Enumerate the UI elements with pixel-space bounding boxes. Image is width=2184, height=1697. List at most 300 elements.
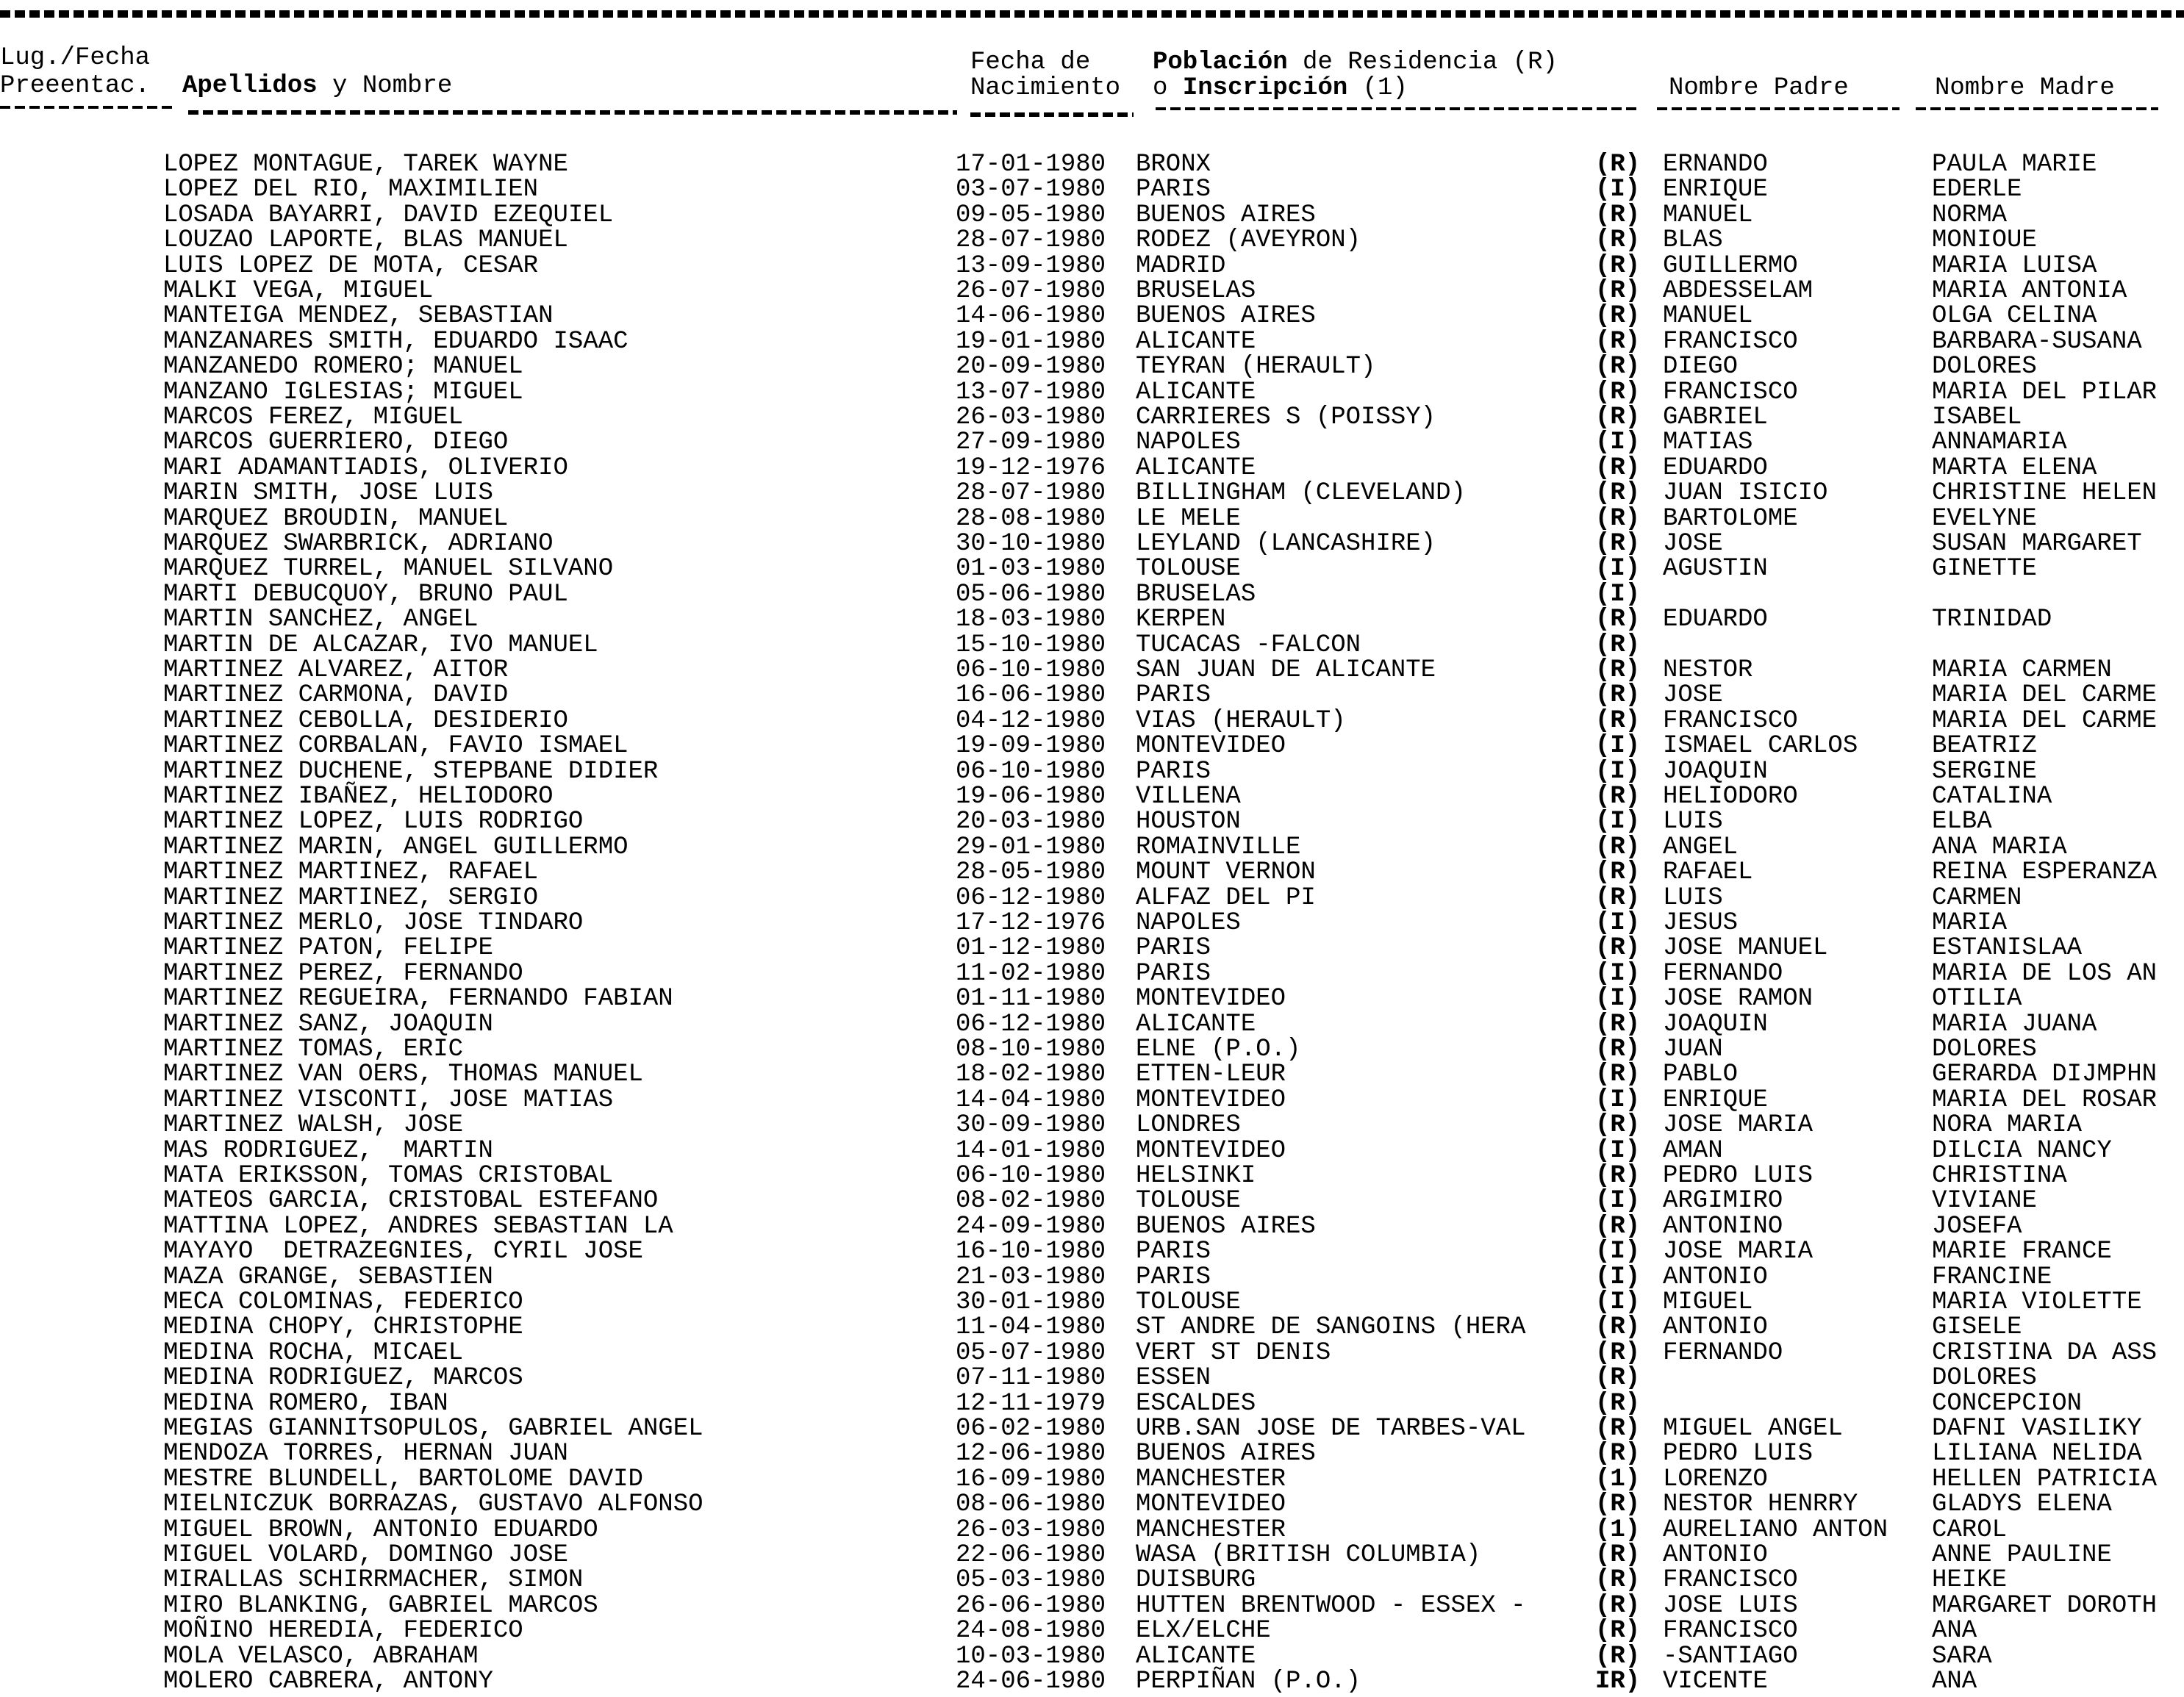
cell-name: LOPEZ MONTAGUE, TAREK WAYNE [163, 151, 568, 179]
cell-madre: CAROL [1932, 1515, 2008, 1544]
cell-date: 08-02-1980 [956, 1187, 1106, 1216]
cell-padre: VICENTE [1663, 1668, 1768, 1696]
cell-padre: MIGUEL ANGEL [1663, 1415, 1843, 1443]
cell-padre: JOSE LUIS [1663, 1591, 1798, 1620]
cell-date: 19-12-1976 [956, 453, 1106, 482]
cell-date: 17-12-1976 [956, 909, 1106, 937]
cell-padre: EDUARDO [1663, 606, 1768, 634]
cell-date: 06-12-1980 [956, 883, 1106, 912]
cell-name: MIRALLAS SCHIRRMACHER, SIMON [163, 1566, 584, 1595]
cell-place: NAPOLES [1136, 428, 1241, 457]
cell-madre: LILIANA NELIDA [1932, 1440, 2142, 1468]
cell-madre: SARA [1932, 1642, 1992, 1671]
cell-padre: BLAS [1663, 226, 1723, 255]
cell-place: ALICANTE [1136, 1642, 1256, 1671]
cell-madre: ELBA [1932, 808, 1992, 836]
cell-name: MEGIAS GIANNITSOPULOS, GABRIEL ANGEL [163, 1415, 703, 1443]
cell-padre: JOSE MANUEL [1663, 934, 1828, 963]
cell-madre: EVELYNE [1932, 504, 2037, 533]
cell-name: LOPEZ DEL RIO, MAXIMILIEN [163, 176, 539, 204]
cell-padre: FRANCISCO [1663, 706, 1798, 735]
cell-type: (I) [1595, 732, 1641, 761]
cell-date: 24-08-1980 [956, 1617, 1106, 1646]
cell-place: BILLINGHAM (CLEVELAND) [1136, 479, 1466, 508]
cell-madre: MARIA ANTONIA [1932, 277, 2127, 305]
cell-place: MONTEVIDEO [1136, 1086, 1286, 1114]
cell-name: MOLA VELASCO, ABRAHAM [163, 1642, 479, 1671]
cell-name: MARTINEZ VAN OERS, THOMAS MANUEL [163, 1061, 643, 1089]
cell-date: 14-01-1980 [956, 1136, 1106, 1165]
table-row [0, 633, 2184, 658]
header-inscripcion [1153, 76, 1408, 101]
cell-padre: JOSE RAMON [1663, 985, 1814, 1013]
cell-madre: NORMA [1932, 201, 2008, 229]
header-underline-6 [1916, 107, 2158, 110]
cell-place: MONTEVIDEO [1136, 985, 1286, 1013]
table-row [0, 1037, 2184, 1062]
cell-madre: MARIA DEL PILAR [1932, 378, 2158, 406]
cell-place: CARRIERES S (POISSY) [1136, 403, 1436, 431]
cell-date: 12-06-1980 [956, 1440, 1106, 1468]
cell-place: NAPOLES [1136, 909, 1241, 937]
cell-name: MARTI DEBUCQUOY, BRUNO PAUL [163, 580, 568, 609]
cell-padre: JOSE MARIA [1663, 1238, 1814, 1266]
table-row [0, 329, 2184, 354]
table-row [0, 1338, 2184, 1367]
cell-padre: FRANCISCO [1663, 1617, 1798, 1646]
cell-name: MEDINA ROCHA, MICAEL [163, 1338, 464, 1367]
cell-date: 26-03-1980 [956, 1515, 1106, 1544]
cell-padre: LUIS [1663, 883, 1723, 912]
cell-padre: JOAQUIN [1663, 757, 1768, 786]
header-underline-2 [188, 110, 957, 115]
table-row [0, 304, 2184, 329]
cell-name: MEDINA CHOPY, CHRISTOPHE [163, 1313, 523, 1342]
table-row [0, 1515, 2184, 1544]
cell-name: MIGUEL VOLARD, DOMINGO JOSE [163, 1541, 568, 1569]
cell-type: (R) [1595, 1111, 1641, 1140]
cell-padre: LORENZO [1663, 1465, 1768, 1493]
cell-madre: MARIA DEL CARME [1932, 681, 2158, 710]
cell-type: (R) [1595, 706, 1641, 735]
cell-name: MENDOZA TORRES, HERNAN JUAN [163, 1440, 568, 1468]
cell-date: 05-03-1980 [956, 1566, 1106, 1595]
cell-date: 19-01-1980 [956, 327, 1106, 356]
cell-date: 19-09-1980 [956, 732, 1106, 761]
table-row [0, 1391, 2184, 1416]
cell-padre: JOSE MARIA [1663, 1111, 1814, 1140]
header-nombre-madre: Nombre Madre [1935, 74, 2115, 102]
cell-date: 26-06-1980 [956, 1591, 1106, 1620]
cell-padre: JUAN [1663, 1036, 1723, 1063]
cell-type: (I) [1595, 1187, 1641, 1216]
table-row [0, 658, 2184, 683]
cell-madre: MARIA DEL ROSAR [1932, 1086, 2158, 1114]
cell-place: LONDRES [1136, 1111, 1241, 1140]
table-row [0, 582, 2184, 607]
cell-date: 27-09-1980 [956, 428, 1106, 457]
cell-madre: HEIKE [1932, 1566, 2008, 1595]
cell-madre: FRANCINE [1932, 1263, 2052, 1291]
cell-place: VERT ST DENIS [1136, 1338, 1331, 1367]
cell-place: ALICANTE [1136, 327, 1256, 356]
cell-padre: ANGEL [1663, 833, 1739, 861]
cell-date: 18-02-1980 [956, 1061, 1106, 1089]
cell-madre: CONCEPCION [1932, 1389, 2083, 1418]
cell-name: MARTINEZ PEREZ, FERNANDO [163, 959, 523, 988]
cell-type: (R) [1595, 1061, 1641, 1089]
cell-place: PARIS [1136, 959, 1211, 988]
cell-date: 06-10-1980 [956, 656, 1106, 684]
cell-padre: AURELIANO ANTON [1663, 1515, 1888, 1544]
cell-padre: ANTONIO [1663, 1263, 1768, 1291]
cell-date: 13-09-1980 [956, 251, 1106, 280]
cell-padre: AMAN [1663, 1136, 1723, 1165]
table-row [0, 555, 2184, 584]
cell-date: 26-03-1980 [956, 403, 1106, 431]
cell-padre: GUILLERMO [1663, 251, 1798, 280]
top-rule [0, 10, 2184, 18]
header-o: o [1153, 74, 1183, 102]
header-poblacion [1153, 50, 1558, 75]
cell-place: MOUNT VERNON [1136, 858, 1316, 887]
cell-madre: MONIOUE [1932, 226, 2037, 255]
cell-date: 28-08-1980 [956, 504, 1106, 533]
cell-madre: MARIA CARMEN [1932, 656, 2112, 684]
cell-type: (I) [1595, 985, 1641, 1013]
cell-place: URB.SAN JOSE DE TARBES-VAL [1136, 1415, 1526, 1443]
header-inscripcion-bold: Inscripción [1182, 74, 1348, 102]
header-underline-5 [1657, 107, 1900, 110]
cell-madre: SERGINE [1932, 757, 2037, 786]
cell-madre: SUSAN MARGARET [1932, 530, 2142, 558]
table-row [0, 354, 2184, 379]
cell-name: MARTINEZ CORBALAN, FAVIO ISMAEL [163, 732, 629, 761]
cell-padre: PABLO [1663, 1061, 1739, 1089]
cell-name: MAYAYO DETRAZEGNIES, CYRIL JOSE [163, 1238, 643, 1266]
cell-place: MANCHESTER [1136, 1515, 1286, 1544]
cell-type: (R) [1595, 277, 1641, 305]
cell-madre: OLGA CELINA [1932, 302, 2097, 331]
cell-date: 28-05-1980 [956, 858, 1106, 887]
cell-type: (R) [1595, 1313, 1641, 1342]
cell-type: (I) [1595, 1086, 1641, 1114]
cell-name: MARTIN DE ALCAZAR, IVO MANUEL [163, 631, 598, 659]
cell-date: 06-10-1980 [956, 757, 1106, 786]
cell-name: MARTINEZ REGUEIRA, FERNANDO FABIAN [163, 985, 673, 1013]
cell-madre: MARIA LUISA [1932, 251, 2097, 280]
cell-date: 01-11-1980 [956, 985, 1106, 1013]
cell-madre: ANA [1932, 1617, 1977, 1646]
cell-type: (R) [1595, 302, 1641, 331]
cell-date: 24-09-1980 [956, 1212, 1106, 1241]
cell-type: (1) [1595, 1515, 1641, 1544]
cell-madre: ANA [1932, 1668, 1977, 1696]
cell-name: MIGUEL BROWN, ANTONIO EDUARDO [163, 1515, 598, 1544]
cell-type: (R) [1595, 353, 1641, 381]
cell-madre: MARIE FRANCE [1932, 1238, 2112, 1266]
header-underline-4 [1156, 107, 1638, 110]
cell-date: 22-06-1980 [956, 1541, 1106, 1569]
cell-type: (R) [1595, 1036, 1641, 1063]
cell-madre: DOLORES [1932, 1364, 2037, 1393]
cell-name: MARTINEZ ALVAREZ, AITOR [163, 656, 509, 684]
cell-date: 08-10-1980 [956, 1036, 1106, 1063]
cell-padre: ABDESSELAM [1663, 277, 1814, 305]
cell-date: 24-06-1980 [956, 1668, 1106, 1696]
cell-padre: NESTOR [1663, 656, 1753, 684]
cell-name: MESTRE BLUNDELL, BARTOLOME DAVID [163, 1465, 643, 1493]
cell-type: (R) [1595, 226, 1641, 255]
cell-padre: JESUS [1663, 909, 1739, 937]
cell-madre: GINETTE [1932, 555, 2037, 584]
table-row [0, 1416, 2184, 1441]
table-row [0, 1062, 2184, 1087]
cell-type: (I) [1595, 176, 1641, 204]
header-nombre-padre: Nombre Padre [1669, 74, 1849, 102]
table-row [0, 251, 2184, 280]
cell-type: (R) [1595, 251, 1641, 280]
cell-type: (R) [1595, 681, 1641, 710]
table-row [0, 883, 2184, 912]
cell-place: MADRID [1136, 251, 1226, 280]
cell-place: PARIS [1136, 934, 1211, 963]
cell-type: (R) [1595, 883, 1641, 912]
cell-place: VILLENA [1136, 783, 1241, 811]
cell-name: MARTINEZ MARIN, ANGEL GUILLERMO [163, 833, 629, 861]
cell-madre: MARIA JUANA [1932, 1010, 2097, 1038]
cell-type: (R) [1595, 1440, 1641, 1468]
cell-date: 07-11-1980 [956, 1364, 1106, 1393]
cell-name: MOLERO CABRERA, ANTONY [163, 1668, 493, 1696]
cell-name: MANZANO IGLESIAS; MIGUEL [163, 378, 523, 406]
cell-type: (R) [1595, 378, 1641, 406]
cell-date: 16-06-1980 [956, 681, 1106, 710]
cell-madre: GLADYS ELENA [1932, 1490, 2112, 1519]
cell-padre: PEDRO LUIS [1663, 1162, 1814, 1190]
cell-type: (I) [1595, 1288, 1641, 1316]
cell-place: BRUSELAS [1136, 580, 1256, 609]
cell-padre: ENRIQUE [1663, 1086, 1768, 1114]
cell-place: ALFAZ DEL PI [1136, 883, 1316, 912]
table-row [0, 708, 2184, 733]
cell-type: (R) [1595, 479, 1641, 508]
cell-place: BUENOS AIRES [1136, 1440, 1316, 1468]
cell-padre: ISMAEL CARLOS [1663, 732, 1858, 761]
cell-place: BUENOS AIRES [1136, 1212, 1316, 1241]
cell-name: MARTINEZ DUCHENE, STEPBANE DIDIER [163, 757, 659, 786]
cell-place: TOLOUSE [1136, 1288, 1241, 1316]
cell-madre: VIVIANE [1932, 1187, 2037, 1216]
cell-place: ST ANDRE DE SANGOINS (HERA [1136, 1313, 1526, 1342]
table-row [0, 1290, 2184, 1315]
cell-type: (R) [1595, 530, 1641, 558]
cell-date: 19-06-1980 [956, 783, 1106, 811]
table-row [0, 936, 2184, 961]
table-row [0, 1492, 2184, 1517]
cell-type: (R) [1595, 453, 1641, 482]
header-nombre: y Nombre [317, 72, 453, 100]
cell-date: 08-06-1980 [956, 1490, 1106, 1519]
cell-name: MARQUEZ BROUDIN, MANUEL [163, 504, 509, 533]
cell-place: SAN JUAN DE ALICANTE [1136, 656, 1436, 684]
cell-madre: DOLORES [1932, 353, 2037, 381]
cell-type: (I) [1595, 428, 1641, 457]
table-row [0, 1265, 2184, 1290]
cell-place: LE MELE [1136, 504, 1241, 533]
cell-padre: JOAQUIN [1663, 1010, 1768, 1038]
cell-name: MARTINEZ SANZ, JOAQUIN [163, 1010, 493, 1038]
cell-place: TOLOUSE [1136, 1187, 1241, 1216]
cell-date: 13-07-1980 [956, 378, 1106, 406]
cell-type: (R) [1595, 403, 1641, 431]
cell-place: ALICANTE [1136, 453, 1256, 482]
cell-type: (I) [1595, 808, 1641, 836]
cell-place: ESSEN [1136, 1364, 1211, 1393]
cell-padre: JUAN ISICIO [1663, 479, 1828, 508]
header-residencia: de Residencia (R) [1287, 49, 1558, 76]
cell-padre: RAFAEL [1663, 858, 1753, 887]
cell-place: ROMAINVILLE [1136, 833, 1301, 861]
cell-madre: CHRISTINE HELEN [1932, 479, 2158, 508]
cell-padre: FRANCISCO [1663, 378, 1798, 406]
cell-type: (I) [1595, 1238, 1641, 1266]
cell-padre: EDUARDO [1663, 453, 1768, 482]
cell-madre: GISELE [1932, 1313, 2022, 1342]
cell-madre: MARIA DEL CARME [1932, 706, 2158, 735]
cell-name: MARTINEZ MARTINEZ, RAFAEL [163, 858, 539, 887]
table-row [0, 683, 2184, 708]
cell-date: 14-04-1980 [956, 1086, 1106, 1114]
cell-place: ELX/ELCHE [1136, 1617, 1271, 1646]
table-row [0, 203, 2184, 228]
cell-type: (R) [1595, 858, 1641, 887]
table-row [0, 1187, 2184, 1216]
cell-madre: MARIA [1932, 909, 2008, 937]
cell-place: WASA (BRITISH COLUMBIA) [1136, 1541, 1481, 1569]
cell-type: (R) [1595, 1642, 1641, 1671]
cell-name: MATEOS GARCIA, CRISTOBAL ESTEFANO [163, 1187, 659, 1216]
table-row [0, 860, 2184, 885]
cell-date: 15-10-1980 [956, 631, 1106, 659]
cell-name: LOUZAO LAPORTE, BLAS MANUEL [163, 226, 568, 255]
cell-name: MIRO BLANKING, GABRIEL MARCOS [163, 1591, 598, 1620]
cell-type: (R) [1595, 151, 1641, 179]
table-row [0, 453, 2184, 482]
cell-name: MARTINEZ IBAÑEZ, HELIODORO [163, 783, 554, 811]
cell-place: KERPEN [1136, 606, 1226, 634]
cell-madre: ISABEL [1932, 403, 2022, 431]
table-row [0, 1315, 2184, 1340]
cell-madre: EDERLE [1932, 176, 2022, 204]
header-apellidos: Apellidos [182, 72, 318, 100]
cell-madre: JOSEFA [1932, 1212, 2022, 1241]
cell-type: (R) [1595, 504, 1641, 533]
cell-name: LUIS LOPEZ DE MOTA, CESAR [163, 251, 539, 280]
cell-name: MARCOS GUERRIERO, DIEGO [163, 428, 509, 457]
cell-type: (R) [1595, 631, 1641, 659]
cell-date: 12-11-1979 [956, 1389, 1106, 1418]
cell-padre: ERNANDO [1663, 151, 1768, 179]
table-row [0, 1467, 2184, 1492]
cell-name: MARTINEZ MERLO, JOSE TINDARO [163, 909, 584, 937]
cell-padre: JOSE [1663, 681, 1723, 710]
cell-madre: MARTA ELENA [1932, 453, 2097, 482]
cell-name: MANZANARES SMITH, EDUARDO ISAAC [163, 327, 629, 356]
header-fecha-de: Fecha de [970, 49, 1091, 76]
cell-place: MANCHESTER [1136, 1465, 1286, 1493]
cell-padre: NESTOR HENRRY [1663, 1490, 1858, 1519]
table-row [0, 607, 2184, 632]
cell-place: PARIS [1136, 681, 1211, 710]
cell-name: MARTINEZ LOPEZ, LUIS RODRIGO [163, 808, 584, 836]
table-row [0, 732, 2184, 761]
cell-place: DUISBURG [1136, 1566, 1256, 1595]
cell-place: HUTTEN BRENTWOOD - ESSEX - [1136, 1591, 1526, 1620]
cell-date: 11-04-1980 [956, 1313, 1106, 1342]
cell-name: MARI ADAMANTIADIS, OLIVERIO [163, 453, 568, 482]
header-presentacion: Preeentac. [0, 72, 151, 100]
table-row [0, 1113, 2184, 1138]
table-row [0, 1138, 2184, 1163]
cell-madre: MARGARET DOROTH [1932, 1591, 2158, 1620]
cell-place: HELSINKI [1136, 1162, 1256, 1190]
table-row [0, 279, 2184, 304]
cell-padre: ANTONIO [1663, 1313, 1768, 1342]
table-row [0, 152, 2184, 177]
table-row [0, 911, 2184, 936]
cell-date: 06-02-1980 [956, 1415, 1106, 1443]
cell-madre: MARIA VIOLETTE [1932, 1288, 2142, 1316]
cell-place: PARIS [1136, 1238, 1211, 1266]
cell-date: 09-05-1980 [956, 201, 1106, 229]
table-row [0, 1644, 2184, 1669]
cell-type: (R) [1595, 327, 1641, 356]
cell-name: LOSADA BAYARRI, DAVID EZEQUIEL [163, 201, 614, 229]
cell-name: MARTINEZ WALSH, JOSE [163, 1111, 464, 1140]
header-nacimiento: Nacimiento [970, 74, 1121, 102]
header-apellidos-nombre [182, 73, 452, 98]
cell-place: ESCALDES [1136, 1389, 1256, 1418]
cell-name: MATA ERIKSSON, TOMAS CRISTOBAL [163, 1162, 614, 1190]
cell-name: MEDINA RODRIGUEZ, MARCOS [163, 1364, 523, 1393]
cell-place: RODEZ (AVEYRON) [1136, 226, 1361, 255]
cell-padre: MATIAS [1663, 428, 1753, 457]
cell-place: LEYLAND (LANCASHIRE) [1136, 530, 1436, 558]
cell-type: (I) [1595, 757, 1641, 786]
cell-place: PARIS [1136, 176, 1211, 204]
cell-date: 05-06-1980 [956, 580, 1106, 609]
cell-date: 28-07-1980 [956, 479, 1106, 508]
table-row [0, 177, 2184, 202]
table-row [0, 759, 2184, 784]
cell-padre: FERNANDO [1663, 959, 1783, 988]
table-row [0, 784, 2184, 809]
cell-type: (R) [1595, 833, 1641, 861]
cell-name: MALKI VEGA, MIGUEL [163, 277, 434, 305]
cell-date: 16-09-1980 [956, 1465, 1106, 1493]
cell-place: HOUSTON [1136, 808, 1241, 836]
cell-date: 01-03-1980 [956, 555, 1106, 584]
cell-date: 29-01-1980 [956, 833, 1106, 861]
cell-type: (I) [1595, 580, 1641, 609]
cell-date: 30-10-1980 [956, 530, 1106, 558]
cell-padre: AGUSTIN [1663, 555, 1768, 584]
table-row [0, 809, 2184, 834]
cell-madre: BEATRIZ [1932, 732, 2037, 761]
cell-madre: DILCIA NANCY [1932, 1136, 2112, 1165]
cell-place: ALICANTE [1136, 378, 1256, 406]
